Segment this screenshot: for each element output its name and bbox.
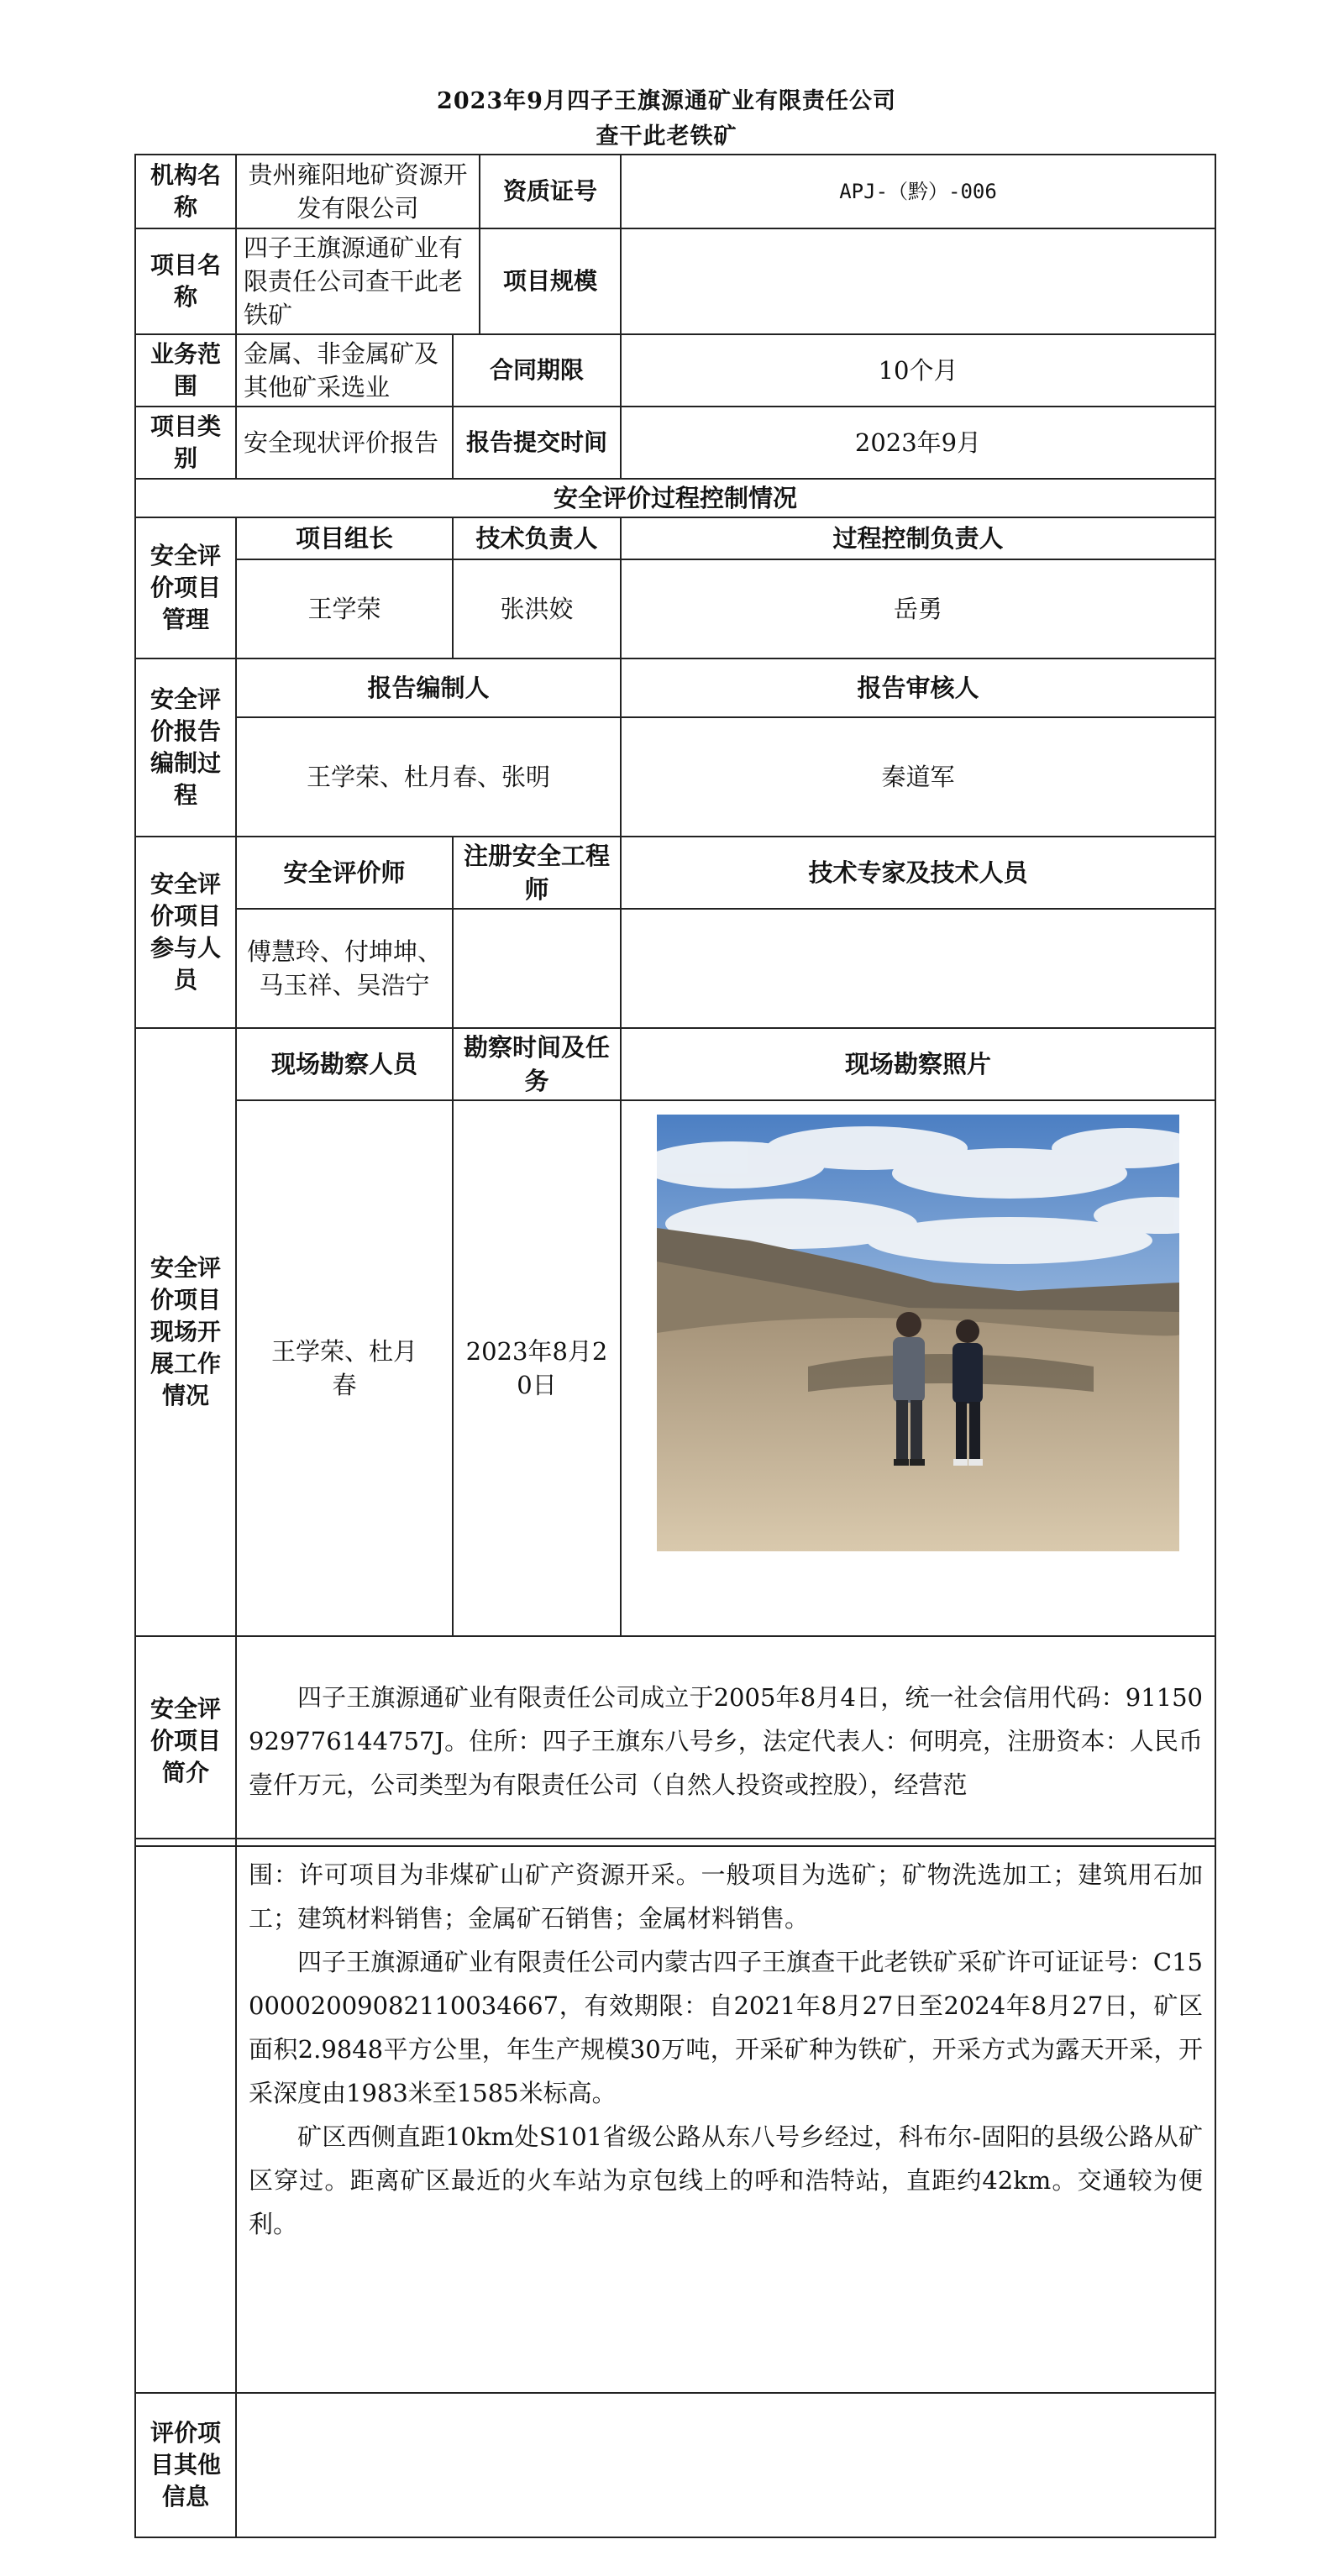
- other-info-value: [236, 2393, 1215, 2537]
- scale-value: [621, 228, 1215, 334]
- type-label: 项目类别: [135, 407, 236, 479]
- intro-paragraph-2: 四子王旗源通矿业有限责任公司内蒙古四子王旗查干此老铁矿采矿许可证证号：C1500002009082110034667，有效期限：自2021年8月27日至2024年8月27日，矿区面积2.9848平方公里，年生产规模30万吨，开采矿种为铁矿，开采方式为露天开采，开采深度由1983米至1585米标高。: [249, 1948, 1203, 2107]
- business-label: 业务范围: [135, 334, 236, 407]
- contract-value: 10个月: [621, 334, 1215, 407]
- site-survey-photo: [657, 1115, 1179, 1551]
- expert-header: 技术专家及技术人员: [621, 837, 1215, 909]
- intro-label: 安全评价项目简介: [135, 1636, 236, 1846]
- org-value: 贵州雍阳地矿资源开发有限公司: [236, 155, 480, 228]
- mgmt-label: 安全评价项目管理: [135, 517, 236, 658]
- project-label: 项目名称: [135, 228, 236, 334]
- experts-value: [621, 909, 1215, 1028]
- tech-header: 技术负责人: [453, 517, 621, 559]
- tech-value: 张洪姣: [453, 559, 621, 658]
- site-staff-header: 现场勘察人员: [236, 1028, 453, 1100]
- leader-header: 项目组长: [236, 517, 453, 559]
- intro-paragraph-3: 矿区西侧直距10km处S101省级公路从东八号乡经过，科布尔-固阳的县级公路从矿区穿过。距离矿区最近的火车站为京包线上的呼和浩特站，直距约42km。交通较为便利。: [249, 2122, 1203, 2238]
- page-title-line2: 查干此老铁矿: [596, 123, 737, 150]
- evaluation-info-table: [134, 154, 1216, 1847]
- evaluation-info-table-continued: [134, 1838, 1216, 2538]
- type-value: 安全现状评价报告: [236, 407, 453, 479]
- site-staff-value: 王学荣、杜月春: [236, 1100, 453, 1636]
- members-label: 安全评价项目参与人员: [135, 837, 236, 1028]
- site-photo-cell: [621, 1100, 1215, 1636]
- section-title: 安全评价过程控制情况: [135, 479, 1215, 517]
- reviewer-header: 报告审核人: [621, 658, 1215, 717]
- author-header: 报告编制人: [236, 658, 621, 717]
- submit-label: 报告提交时间: [453, 407, 621, 479]
- engineers-value: [453, 909, 621, 1028]
- authors-value: 王学荣、杜月春、张明: [236, 717, 621, 837]
- other-info-label: 评价项目其他信息: [135, 2393, 236, 2537]
- ctrl-value: 岳勇: [621, 559, 1215, 658]
- report-label: 安全评价报告编制过程: [135, 658, 236, 837]
- cert-value: APJ-（黔）-006: [621, 155, 1215, 228]
- reviewer-value: 秦道军: [621, 717, 1215, 837]
- page-title-line1: 2023年9月四子王旗源通矿业有限责任公司: [437, 88, 896, 114]
- engineer-header: 注册安全工程师: [453, 837, 621, 909]
- contract-label: 合同期限: [453, 334, 621, 407]
- site-time-header: 勘察时间及任务: [453, 1028, 621, 1100]
- intro-label-continued: [135, 1839, 236, 2393]
- evaluators-value: 傅慧玲、付坤坤、马玉祥、吴浩宁: [236, 909, 453, 1028]
- scale-label: 项目规模: [480, 228, 621, 334]
- site-time-value: 2023年8月20日: [453, 1100, 621, 1636]
- ctrl-header: 过程控制负责人: [621, 517, 1215, 559]
- intro-paragraph-1-continued: 围：许可项目为非煤矿山矿产资源开采。一般项目为选矿；矿物洗选加工；建筑用石加工；建筑材料销售；金属矿石销售；金属材料销售。: [249, 1860, 1203, 1933]
- leader-value: 王学荣: [236, 559, 453, 658]
- intro-paragraph-1: 四子王旗源通矿业有限责任公司成立于2005年8月4日，统一社会信用代码：91150929776144757J。住所：四子王旗东八号乡，法定代表人：何明亮，注册资本：人民币壹仟万元，公司类型为有限责任公司（自然人投资或控股），经营范: [236, 1636, 1215, 1846]
- submit-value: 2023年9月: [621, 407, 1215, 479]
- site-label: 安全评价项目现场开展工作情况: [135, 1028, 236, 1636]
- org-label: 机构名称: [135, 155, 236, 228]
- cert-label: 资质证号: [480, 155, 621, 228]
- evaluator-header: 安全评价师: [236, 837, 453, 909]
- project-value: 四子王旗源通矿业有限责任公司查干此老铁矿: [236, 228, 480, 334]
- business-value: 金属、非金属矿及其他矿采选业: [236, 334, 453, 407]
- site-photo-header: 现场勘察照片: [621, 1028, 1215, 1100]
